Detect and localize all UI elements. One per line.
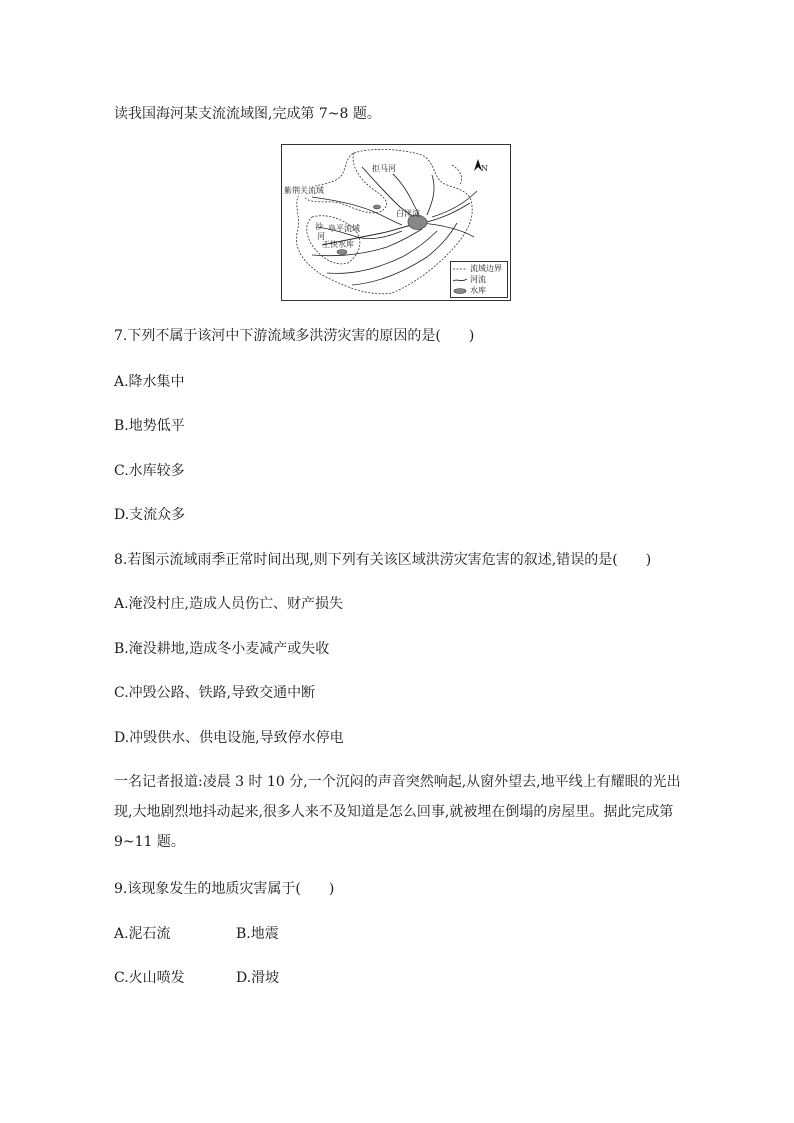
question-7-option-d[interactable]: D.支流众多 [114,507,186,523]
river-basin-map [281,144,511,301]
north-label: N [481,164,488,173]
label-lama: 拒马河 [372,164,396,173]
intro-7-8: 读我国海河某支流流域图,完成第 7~8 题。 [114,106,381,122]
legend-reservoir-icon [453,288,467,294]
question-8-option-a[interactable]: A.淹没村庄,造成人员伤亡、财产损失 [114,596,344,612]
legend-river-label: 河流 [470,275,486,284]
legend-river-line-icon [453,277,467,283]
question-8-stem: 8.若图示流域雨季正常时间出现,则下列有关该区域洪涝灾害危害的叙述,错误的是( ) [114,552,652,568]
intro-9-11: 一名记者报道:凌晨 3 时 10 分,一个沉闷的声音突然响起,从窗外望去,地平线上有耀眼的光出现,大地剧烈地抖动起来,很多人来不及知道是怎么回事,就被埋在倒塌的房屋里。据此完成第 9~11 题。 [114,774,681,850]
label-sha: 沙 [315,222,323,231]
question-9-option-d[interactable]: D.滑坡 [236,970,280,986]
question-7-stem: 7.下列不属于该河中下游流域多洪涝灾害的原因的是( ) [114,328,475,344]
river-east-out-2 [432,191,477,217]
basin-boundary-east [452,165,462,185]
label-he: 河 [317,232,325,241]
reservoir-north-shape [374,205,381,209]
label-fuping: 阜平流域 [328,224,360,233]
question-7-option-b[interactable]: B.地势低平 [114,418,185,434]
question-8-option-b[interactable]: B.淹没耕地,造成冬小麦减产或失收 [114,641,330,657]
wangkuai-reservoir-shape [337,250,347,255]
question-7-option-c[interactable]: C.水库较多 [114,463,185,479]
river-south-3 [352,223,457,285]
question-7-option-a[interactable]: A.降水集中 [114,374,185,390]
legend-reservoir-label: 水库 [470,286,486,295]
map-legend [450,261,508,298]
legend-boundary [453,263,505,274]
label-wangkuai: 王快水库 [322,240,354,249]
label-zijing: 紫荆关流域 [284,186,324,195]
river-zijing-branch [312,197,402,225]
river-ne-branch [427,175,434,215]
legend-boundary-label: 流域边界 [470,264,502,273]
question-9-option-a[interactable]: A.泥石流 [114,926,171,942]
question-8-option-c[interactable]: C.冲毁公路、铁路,导致交通中断 [114,685,316,701]
basin-boundary-zijing [304,153,387,213]
question-9-option-b[interactable]: B.地震 [236,926,279,942]
question-9-stem: 9.该现象发生的地质灾害属于( ) [114,881,335,897]
question-9-option-c[interactable]: C.火山喷发 [114,970,185,986]
legend-river [453,274,505,285]
label-baiyang: 白洋淀 [396,209,420,218]
legend-dashed-line-icon [453,266,467,272]
question-8-option-d[interactable]: D.冲毁供水、供电设施,导致停水停电 [114,730,344,746]
legend-reservoir [453,285,505,296]
